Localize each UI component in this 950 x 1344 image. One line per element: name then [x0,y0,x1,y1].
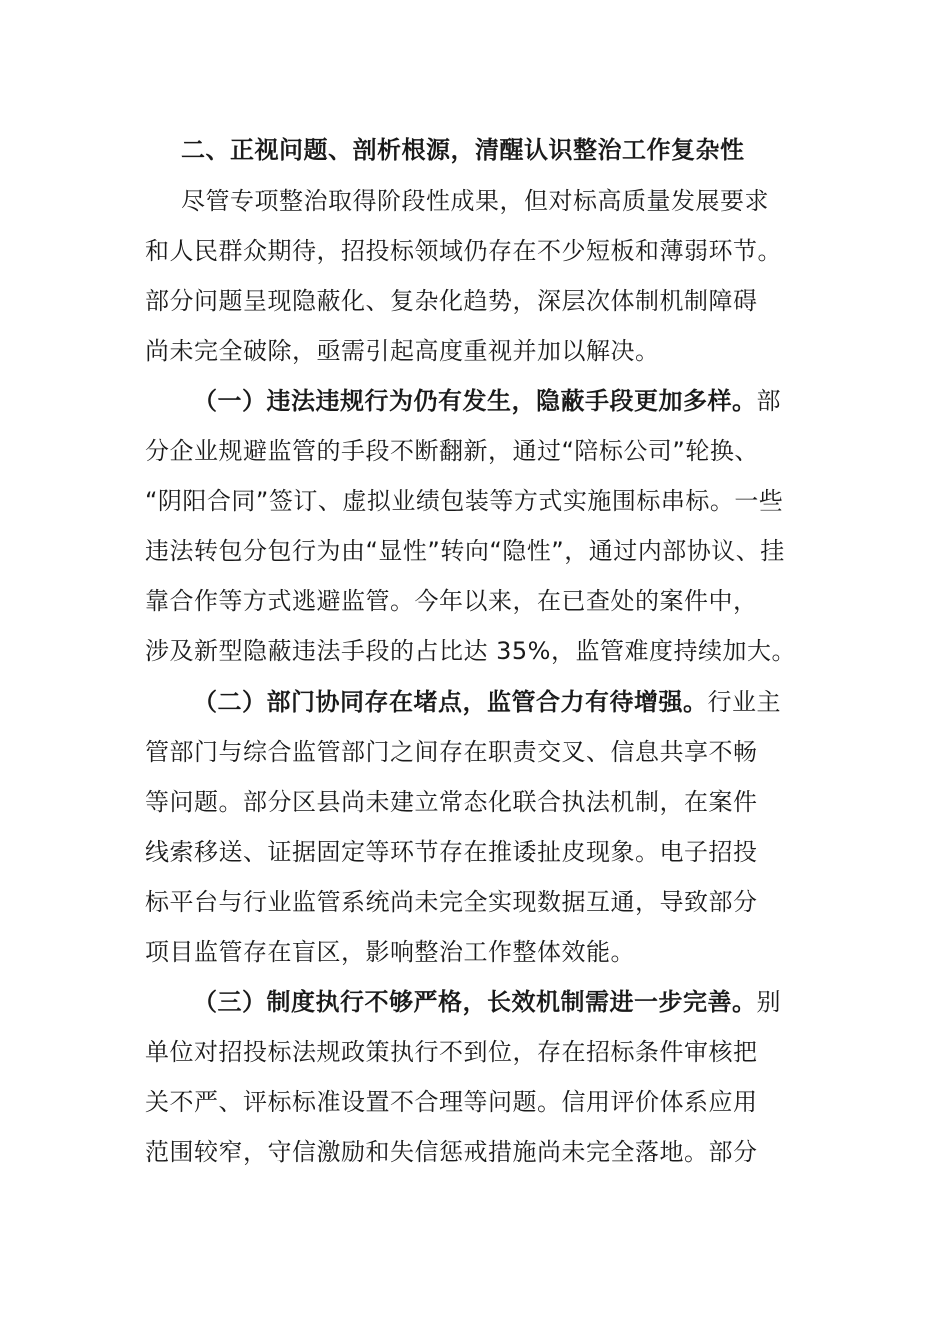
point-3-line-4: 范围较窄，守信激励和失信惩戒措施尚未完全落地。部分 [145,1138,758,1166]
point-2-line-5: 标平台与行业监管系统尚未完全实现数据互通，导致部分 [145,888,758,916]
point-1-line-5: 靠合作等方式逃避监管。今年以来，在已查处的案件中， [145,587,758,615]
point-2-title: （二）部门协同存在堵点，监管合力有待增强。 [193,688,708,716]
intro-line-3: 部分问题呈现隐蔽化、复杂化趋势，深层次体制机制障碍 [145,287,758,315]
point-1-first-line-rest: 部 [756,387,781,415]
point-2-first-line-rest: 行业主 [707,688,781,716]
section-heading: 二、正视问题、剖析根源，清醒认识整治工作复杂性 [181,136,745,164]
point-3-line-2: 单位对招投标法规政策执行不到位，存在招标条件审核把 [145,1038,758,1066]
point-2-line-6: 项目监管存在盲区，影响整治工作整体效能。 [145,938,635,966]
point-3-first-line [193,977,781,1027]
point-1-first-line [193,376,781,426]
point-2-line-3: 等问题。部分区县尚未建立常态化联合执法机制，在案件 [145,788,758,816]
point-3-first-line-rest: 别 [756,988,781,1016]
point-1-title: （一）违法违规行为仍有发生，隐蔽手段更加多样。 [193,387,757,415]
point-1-line-3: “阴阳合同”签订、虚拟业绩包装等方式实施围标串标。一些 [145,487,784,515]
intro-line-4: 尚未完全破除，亟需引起高度重视并加以解决。 [145,337,660,365]
point-2-line-4: 线索移送、证据固定等环节存在推诿扯皮现象。电子招投 [145,838,758,866]
intro-line-1: 尽管专项整治取得阶段性成果，但对标高质量发展要求 [181,187,769,215]
point-2-line-2: 管部门与综合监管部门之间存在职责交叉、信息共享不畅 [145,738,758,766]
point-3-line-3: 关不严、评标标准设置不合理等问题。信用评价体系应用 [145,1088,758,1116]
intro-line-2: 和人民群众期待，招投标领域仍存在不少短板和薄弱环节。 [145,237,782,265]
point-1-line-2: 分企业规避监管的手段不断翻新，通过“陪标公司”轮换、 [145,437,759,465]
point-2-first-line [193,677,781,727]
point-1-line-6: 涉及新型隐蔽违法手段的占比达 35%，监管难度持续加大。 [145,637,796,665]
point-3-title: （三）制度执行不够严格，长效机制需进一步完善。 [193,988,757,1016]
point-1-line-4: 违法转包分包行为由“显性”转向“隐性”，通过内部协议、挂 [145,537,785,565]
